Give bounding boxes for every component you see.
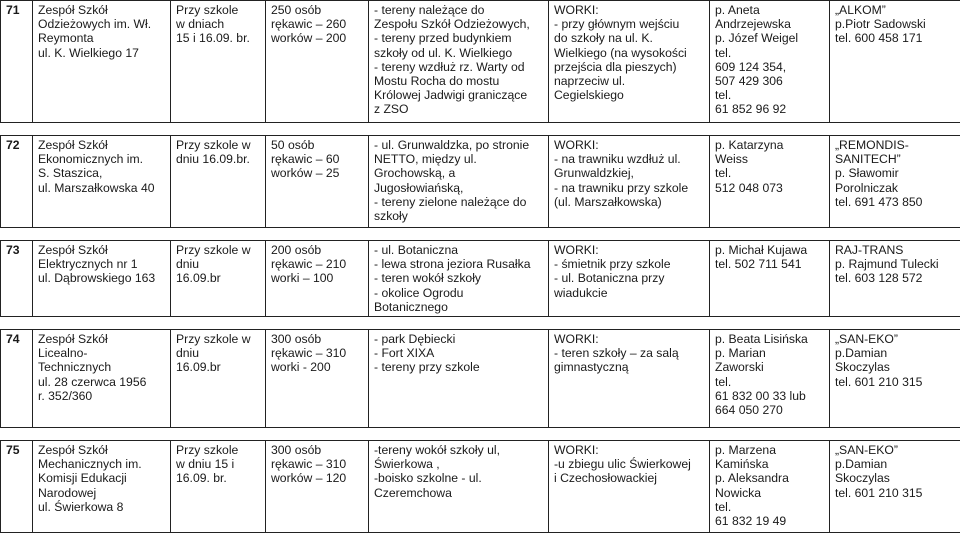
cell-text-line: tel. 600 458 171 <box>835 31 923 46</box>
cell-text-line: p. Aneta <box>715 3 760 17</box>
cell-text-line: Ekonomicznych im. <box>38 152 143 167</box>
cell-text-line: 664 050 270 <box>715 403 783 418</box>
cell-text-line: dniu <box>176 346 200 361</box>
date-cell <box>171 1 266 123</box>
cell-text-line: Nowicka <box>715 485 762 500</box>
cell-text-line: p. Józef Weigel <box>715 31 799 46</box>
cell-text-line: rękawic – 310 <box>271 346 347 361</box>
cleanup-area-cell <box>369 330 549 428</box>
waste-company-cell <box>830 441 960 533</box>
cell-text-line: Licealno- <box>38 346 88 361</box>
cell-text-line: rękawic – 260 <box>271 17 347 32</box>
cell-text-line: - tereny przed budynkiem <box>374 31 512 46</box>
row-number: 71 <box>1 1 33 123</box>
cell-text-line: Komisji Edukacji <box>38 471 127 486</box>
cell-text-line: - na trawniku przy szkole <box>554 180 689 195</box>
table-row <box>1 1 960 123</box>
cell-text-line: p. Marian <box>715 346 766 361</box>
contact-cell <box>710 330 830 428</box>
cell-text-line: 15 i 16.09. br. <box>176 31 250 46</box>
school-cell <box>33 441 171 533</box>
participants-cell <box>266 1 369 123</box>
waste-company-cell <box>830 1 960 123</box>
table-body <box>1 1 960 533</box>
cell-text-line: Zespół Szkół <box>38 443 108 458</box>
cell-text-line: WORKI: <box>554 3 599 17</box>
cell-text-line: Przy szkole w <box>176 332 251 347</box>
cell-text-line: tel. 691 473 850 <box>835 194 923 209</box>
cell-text-line: (ul. Marszałkowska) <box>554 194 662 209</box>
bags-location-cell <box>549 241 710 317</box>
cell-text-line: tel. 502 711 541 <box>715 257 802 272</box>
cell-text-line: 16.09.br <box>176 360 221 375</box>
cell-text-line: Weiss <box>715 152 748 167</box>
cell-text-line: w dniach <box>176 17 225 32</box>
cell-text-line: 300 osób <box>271 443 322 458</box>
cell-text-line: S. Staszica, <box>38 166 103 181</box>
cell-text-line: Wielkiego (na wysokości <box>554 45 687 60</box>
contact-cell <box>710 441 830 533</box>
waste-company-cell <box>830 241 960 317</box>
cell-text-line: - park Dębiecki <box>374 332 456 347</box>
cell-text-line: 61 832 00 33 lub <box>715 388 806 403</box>
cell-text-line: tel. 603 128 572 <box>835 271 923 286</box>
table-row <box>1 441 960 533</box>
cell-text-line: Technicznych <box>38 360 112 375</box>
row-spacer <box>1 317 960 330</box>
cell-text-line: - ul. Botaniczna przy <box>554 271 665 286</box>
date-cell <box>171 330 266 428</box>
cell-text-line: Cegielskiego <box>554 88 624 103</box>
cell-text-line: - okolice Ogrodu <box>374 285 464 300</box>
cleanup-area-cell <box>369 441 549 533</box>
cell-text-line: Przy szkole w <box>176 138 251 152</box>
cell-text-line: Królowej Jadwigi graniczące <box>374 88 528 103</box>
cell-text-line: - przy głównym wejściu <box>554 17 680 32</box>
cell-text-line: Mechanicznych im. <box>38 457 142 472</box>
row-number: 74 <box>1 330 33 428</box>
cell-text-line: RAJ-TRANS <box>835 243 904 257</box>
cell-text-line: ul. 28 czerwca 1956 <box>38 374 147 389</box>
cell-text-line: ul. Marszałkowska 40 <box>38 180 155 195</box>
cell-text-line: Zespół Szkół <box>38 138 108 152</box>
cell-text-line: i Czechosłowackiej <box>554 471 657 486</box>
cell-text-line: - tereny zielone należące do <box>374 194 527 209</box>
cell-text-line: Skoczylas <box>835 360 890 375</box>
spacer-cell <box>1 428 960 441</box>
cell-text-line: szkoły <box>374 209 408 224</box>
spacer-cell <box>1 317 960 330</box>
cell-text-line: „SAN-EKO” <box>835 332 898 347</box>
participants-cell <box>266 136 369 228</box>
bags-location-cell <box>549 441 710 533</box>
cleanup-area-cell <box>369 241 549 317</box>
cell-text-line: Jugosłowiańską, <box>374 180 464 195</box>
cell-text-line: p. Aleksandra <box>715 471 789 486</box>
school-cell <box>33 330 171 428</box>
cell-text-line: - Fort XIXA <box>374 346 435 361</box>
cell-text-line: tel. 601 210 315 <box>835 374 923 389</box>
cell-text-line: Przy szkole <box>176 3 239 17</box>
cell-text-line: - teren wokół szkoły <box>374 271 482 286</box>
table-row <box>1 136 960 228</box>
cell-text-line: 507 429 306 <box>715 74 783 89</box>
cell-text-line: Botanicznego <box>374 299 448 314</box>
cell-text-line: worków – 200 <box>271 31 347 46</box>
cell-text-line: p. Katarzyna <box>715 138 784 152</box>
participants-cell <box>266 441 369 533</box>
cell-text-line: 250 osób <box>271 3 322 17</box>
cell-text-line: wiadukcie <box>554 285 608 300</box>
cell-text-line: p. Beata Lisińska <box>715 332 808 347</box>
cell-text-line: Czeremchowa <box>374 485 452 500</box>
cell-text-line: Zespół Szkół <box>38 332 108 347</box>
cell-text-line: WORKI: <box>554 138 599 152</box>
cell-text-line: 61 832 19 49 <box>715 514 787 529</box>
cell-text-line: - tereny przy szkole <box>374 360 480 375</box>
table-row <box>1 330 960 428</box>
cell-text-line: p.Damian <box>835 346 888 361</box>
contact-cell <box>710 241 830 317</box>
cell-text-line: 512 048 073 <box>715 180 783 195</box>
waste-company-cell <box>830 330 960 428</box>
cell-text-line: Mostu Rocha do mostu <box>374 74 500 89</box>
cell-text-line: Przy szkole <box>176 443 239 458</box>
cell-text-line: - ul. Grunwaldzka, po stronie <box>374 138 530 152</box>
cell-text-line: Kamińska <box>715 457 769 472</box>
cell-text-line: - tereny wzdłuż rz. Warty od <box>374 59 525 74</box>
cell-text-line: p. Rajmund Tulecki <box>835 257 939 272</box>
date-cell <box>171 241 266 317</box>
participants-cell <box>266 330 369 428</box>
cell-text-line: rękawic – 310 <box>271 457 347 472</box>
cell-text-line: tel. <box>715 166 732 181</box>
cell-text-line: Przy szkole w <box>176 243 251 257</box>
cell-text-line: szkoły od ul. K. Wielkiego <box>374 45 513 60</box>
cell-text-line: 300 osób <box>271 332 322 347</box>
cell-text-line: - tereny należące do <box>374 3 485 17</box>
cell-text-line: Świerkowa , <box>374 457 440 472</box>
cell-text-line: worków – 120 <box>271 471 347 486</box>
bags-location-cell <box>549 330 710 428</box>
cell-text-line: Grochowską, a <box>374 166 456 181</box>
cell-text-line: rękawic – 60 <box>271 152 340 167</box>
cell-text-line: Zespół Szkół <box>38 3 108 17</box>
cell-text-line: tel. <box>715 499 732 514</box>
cell-text-line: tel. <box>715 45 732 60</box>
cell-text-line: Grunwaldzkiej, <box>554 166 634 181</box>
row-number: 73 <box>1 241 33 317</box>
cell-text-line: „SAN-EKO” <box>835 443 898 458</box>
cell-text-line: tel. <box>715 88 732 103</box>
cell-text-line: Zespołu Szkół Odzieżowych, <box>374 17 530 32</box>
cell-text-line: p. Marzena <box>715 443 776 458</box>
cell-text-line: WORKI: <box>554 243 599 257</box>
cell-text-line: Reymonta <box>38 31 94 46</box>
cell-text-line: do szkoły na ul. K. <box>554 31 653 46</box>
cell-text-line: worki – 100 <box>271 271 334 286</box>
cell-text-line: - teren szkoły – za salą <box>554 346 679 361</box>
bags-location-cell <box>549 136 710 228</box>
contact-cell <box>710 1 830 123</box>
row-number: 72 <box>1 136 33 228</box>
cell-text-line: w dniu 15 i <box>176 457 235 472</box>
table-row <box>1 241 960 317</box>
cell-text-line: 16.09. br. <box>176 471 227 486</box>
cell-text-line: - śmietnik przy szkole <box>554 257 671 272</box>
cell-text-line: 16.09.br <box>176 271 221 286</box>
cell-text-line: Skoczylas <box>835 471 890 486</box>
cell-text-line: p.Damian <box>835 457 888 472</box>
cell-text-line: - ul. Botaniczna <box>374 243 459 257</box>
cell-text-line: ul. Świerkowa 8 <box>38 499 124 514</box>
cell-text-line: NETTO, między ul. <box>374 152 477 167</box>
contact-cell <box>710 136 830 228</box>
bags-location-cell <box>549 1 710 123</box>
spacer-cell <box>1 228 960 241</box>
cell-text-line: -boisko szkolne - ul. <box>374 471 482 486</box>
cell-text-line: Porolniczak <box>835 180 898 195</box>
cell-text-line: p.Piotr Sadowski <box>835 17 926 32</box>
row-spacer <box>1 123 960 136</box>
cell-text-line: WORKI: <box>554 443 599 458</box>
date-cell <box>171 441 266 533</box>
cell-text-line: Narodowej <box>38 485 97 500</box>
cell-text-line: dniu <box>176 257 200 272</box>
cell-text-line: worki - 200 <box>271 360 331 375</box>
participants-cell <box>266 241 369 317</box>
cell-text-line: 50 osób <box>271 138 315 152</box>
cleanup-area-cell <box>369 1 549 123</box>
cell-text-line: 61 852 96 92 <box>715 102 787 117</box>
cell-text-line: „ALKOM” <box>835 3 886 17</box>
cell-text-line: ul. K. Wielkiego 17 <box>38 45 139 60</box>
cell-text-line: tel. <box>715 374 732 389</box>
cell-text-line: - na trawniku wzdłuż ul. <box>554 152 681 167</box>
cell-text-line: gimnastyczną <box>554 360 629 375</box>
cleanup-area-cell <box>369 136 549 228</box>
spacer-cell <box>1 123 960 136</box>
school-cell <box>33 241 171 317</box>
cell-text-line: tel. 601 210 315 <box>835 485 923 500</box>
cell-text-line: - lewa strona jeziora Rusałka <box>374 257 531 272</box>
row-spacer <box>1 228 960 241</box>
school-cell <box>33 136 171 228</box>
cell-text-line: 609 124 354, <box>715 59 787 74</box>
cell-text-line: -tereny wokół szkoły ul, <box>374 443 500 458</box>
cell-text-line: WORKI: <box>554 332 599 347</box>
row-number: 75 <box>1 441 33 533</box>
cell-text-line: dniu 16.09.br. <box>176 152 250 167</box>
cell-text-line: „REMONDIS- <box>835 138 909 152</box>
cell-text-line: rękawic – 210 <box>271 257 347 272</box>
date-cell <box>171 136 266 228</box>
cell-text-line: ul. Dąbrowskiego 163 <box>38 271 156 286</box>
cell-text-line: p. Sławomir <box>835 166 899 181</box>
cell-text-line: Elektrycznych nr 1 <box>38 257 138 272</box>
cell-text-line: SANITECH” <box>835 152 901 167</box>
cell-text-line: r. 352/360 <box>38 388 93 403</box>
cell-text-line: Zaworski <box>715 360 764 375</box>
cell-text-line: Andrzejewska <box>715 17 791 32</box>
cell-text-line: Odzieżowych im. Wł. <box>38 17 152 32</box>
cell-text-line: Zespół Szkół <box>38 243 108 257</box>
cell-text-line: z ZSO <box>374 102 409 117</box>
waste-company-cell <box>830 136 960 228</box>
cell-text-line: -u zbiegu ulic Świerkowej <box>554 457 691 472</box>
cell-text-line: worków – 25 <box>271 166 340 181</box>
row-spacer <box>1 428 960 441</box>
cell-text-line: przejścia dla pieszych) <box>554 59 677 74</box>
cell-text-line: p. Michał Kujawa <box>715 243 808 257</box>
school-cell <box>33 1 171 123</box>
cell-text-line: 200 osób <box>271 243 322 257</box>
cell-text-line: naprzeciw ul. <box>554 74 626 89</box>
